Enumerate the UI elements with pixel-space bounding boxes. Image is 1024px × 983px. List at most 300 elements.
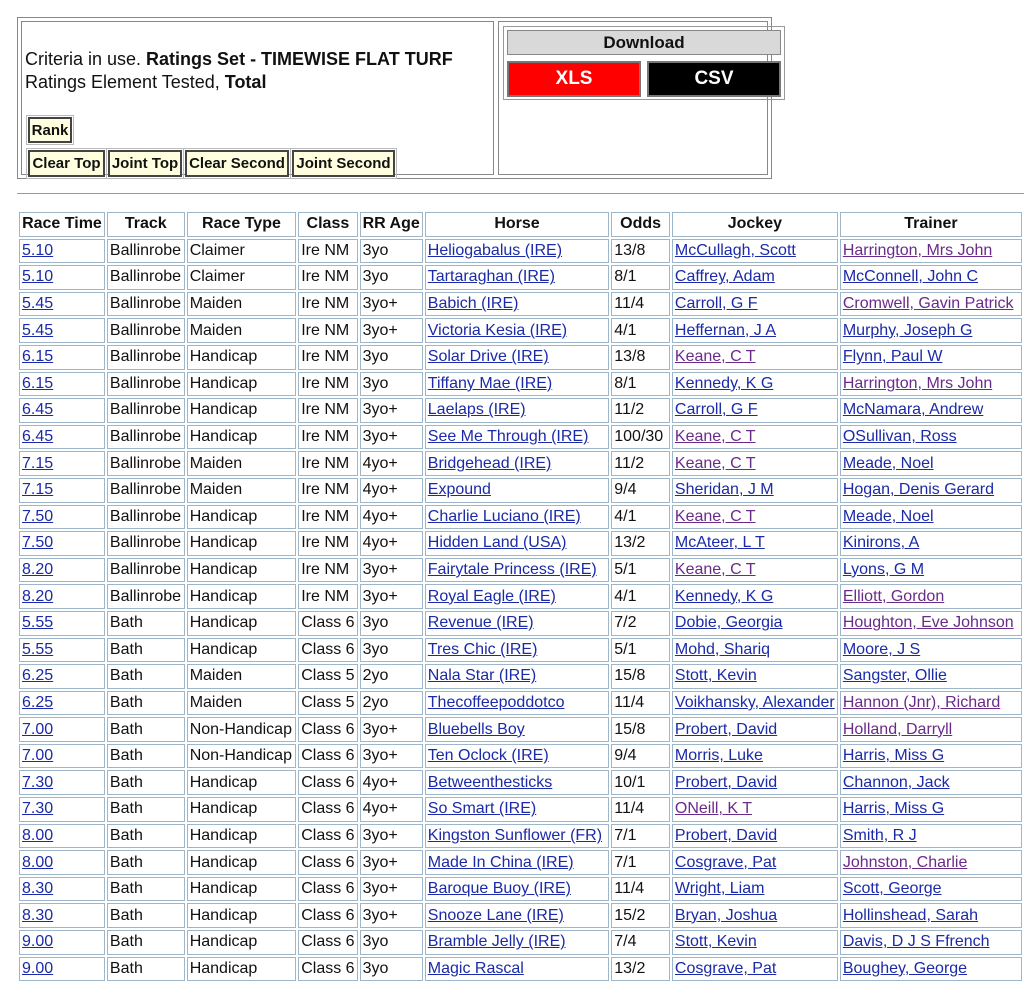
ratings-set-label: Ratings Set - TIMEWISE FLAT TURF <box>146 49 453 69</box>
class-cell: Class 6 <box>298 797 357 822</box>
horse-link[interactable]: Fairytale Princess (IRE) <box>427 561 597 579</box>
track-cell: Bath <box>107 770 185 795</box>
jockey-link[interactable]: Stott, Kevin <box>674 933 757 951</box>
trainer-link[interactable]: McConnell, John C <box>842 268 979 286</box>
class-cell: Ire NM <box>298 345 357 370</box>
race-type-cell: Handicap <box>187 638 297 663</box>
horse-cell <box>425 903 609 928</box>
jockey-cell <box>672 717 838 742</box>
age-cell: 3yo+ <box>360 425 423 450</box>
jockey-link[interactable]: Carroll, G F <box>674 401 758 419</box>
table-row <box>19 239 1022 264</box>
race-time-cell <box>19 478 105 503</box>
class-cell: Class 6 <box>298 930 357 955</box>
horse-cell <box>425 292 609 317</box>
trainer-link[interactable]: McNamara, Andrew <box>842 401 984 419</box>
horse-link[interactable]: Expound <box>427 481 491 499</box>
trainer-link[interactable]: Meade, Noel <box>842 507 934 525</box>
download-panel <box>503 26 785 100</box>
horse-link[interactable]: So Smart (IRE) <box>427 800 537 818</box>
class-cell: Class 6 <box>298 957 357 982</box>
table-row <box>19 372 1022 397</box>
criteria-info <box>21 21 494 175</box>
horse-link[interactable]: Baroque Buoy (IRE) <box>427 880 571 898</box>
track-cell: Ballinrobe <box>107 531 185 556</box>
jockey-link[interactable]: Heffernan, J A <box>674 321 777 339</box>
joint-top-button[interactable]: Joint Top <box>108 150 182 177</box>
age-cell: 3yo <box>360 638 423 663</box>
odds-cell: 13/2 <box>611 957 670 982</box>
table-row <box>19 744 1022 769</box>
header-rr-age: RR Age <box>360 212 423 237</box>
age-cell: 2yo <box>360 664 423 689</box>
race-time-link[interactable]: 5.10 <box>22 268 54 286</box>
jockey-link[interactable]: McAteer, L T <box>674 534 765 552</box>
race-type-cell: Handicap <box>187 957 297 982</box>
race-time-link[interactable]: 8.20 <box>22 587 54 605</box>
trainer-link[interactable]: Harris, Miss G <box>842 747 945 765</box>
track-cell: Bath <box>107 824 185 849</box>
race-time-cell <box>19 292 105 317</box>
odds-cell: 11/4 <box>611 877 670 902</box>
horse-link[interactable]: Babich (IRE) <box>427 295 519 313</box>
horse-link[interactable]: Laelaps (IRE) <box>427 401 526 419</box>
jockey-cell <box>672 877 838 902</box>
age-cell: 4yo+ <box>360 797 423 822</box>
track-cell: Ballinrobe <box>107 398 185 423</box>
race-type-cell: Handicap <box>187 850 297 875</box>
table-row <box>19 292 1022 317</box>
odds-cell: 13/2 <box>611 531 670 556</box>
download-title: Download <box>507 30 781 55</box>
header-race-type: Race Type <box>187 212 297 237</box>
horse-link[interactable]: Bramble Jelly (IRE) <box>427 933 566 951</box>
age-cell: 4yo+ <box>360 531 423 556</box>
race-type-cell: Claimer <box>187 239 297 264</box>
jockey-link[interactable]: Sheridan, J M <box>674 481 774 499</box>
trainer-link[interactable]: Flynn, Paul W <box>842 348 943 366</box>
race-time-cell <box>19 717 105 742</box>
trainer-cell <box>840 850 1022 875</box>
trainer-cell <box>840 398 1022 423</box>
race-time-link[interactable]: 6.25 <box>22 667 54 685</box>
jockey-link[interactable]: Keane, C T <box>674 561 756 579</box>
trainer-link[interactable]: Houghton, Eve Johnson <box>842 614 1014 632</box>
trainer-cell <box>840 451 1022 476</box>
horse-cell <box>425 717 609 742</box>
horse-cell <box>425 398 609 423</box>
jockey-cell <box>672 744 838 769</box>
horse-cell <box>425 877 609 902</box>
race-time-cell <box>19 318 105 343</box>
clear-second-button[interactable]: Clear Second <box>185 150 289 177</box>
race-time-cell <box>19 664 105 689</box>
race-time-link[interactable]: 7.00 <box>22 747 54 765</box>
race-time-link[interactable]: 5.55 <box>22 614 54 632</box>
jockey-link[interactable]: McCullagh, Scott <box>674 241 796 259</box>
age-cell: 4yo+ <box>360 505 423 530</box>
race-time-cell <box>19 930 105 955</box>
jockey-cell <box>672 398 838 423</box>
trainer-cell <box>840 957 1022 982</box>
horse-link[interactable]: Ten Oclock (IRE) <box>427 747 549 765</box>
horse-cell <box>425 770 609 795</box>
trainer-cell <box>840 425 1022 450</box>
race-time-cell <box>19 451 105 476</box>
class-cell: Class 6 <box>298 903 357 928</box>
odds-cell: 13/8 <box>611 345 670 370</box>
trainer-link[interactable]: Lyons, G M <box>842 561 925 579</box>
race-time-link[interactable]: 7.00 <box>22 720 54 738</box>
race-time-cell <box>19 611 105 636</box>
jockey-link[interactable]: Keane, C T <box>674 454 756 472</box>
race-time-link[interactable]: 7.50 <box>22 534 54 552</box>
joint-second-button[interactable]: Joint Second <box>292 150 395 177</box>
trainer-cell <box>840 239 1022 264</box>
jockey-link[interactable]: Keane, C T <box>674 507 756 525</box>
horse-link[interactable]: Tartaraghan (IRE) <box>427 268 555 286</box>
age-cell: 3yo+ <box>360 717 423 742</box>
race-time-link[interactable]: 7.15 <box>22 481 54 499</box>
horse-link[interactable]: Charlie Luciano (IRE) <box>427 507 581 525</box>
criteria-text <box>25 48 453 94</box>
table-row <box>19 398 1022 423</box>
class-cell: Ire NM <box>298 478 357 503</box>
odds-cell: 5/1 <box>611 638 670 663</box>
jockey-link[interactable]: Morris, Luke <box>674 747 763 765</box>
jockey-cell <box>672 638 838 663</box>
race-type-cell: Maiden <box>187 664 297 689</box>
race-time-link[interactable]: 6.15 <box>22 348 54 366</box>
trainer-cell <box>840 318 1022 343</box>
trainer-cell <box>840 903 1022 928</box>
horse-link[interactable]: Betweenthesticks <box>427 773 553 791</box>
jockey-cell <box>672 824 838 849</box>
horse-link[interactable]: Revenue (IRE) <box>427 614 534 632</box>
race-type-cell: Handicap <box>187 770 297 795</box>
header-odds: Odds <box>611 212 670 237</box>
header-track: Track <box>107 212 185 237</box>
xls-download-button[interactable]: XLS <box>507 61 641 97</box>
race-time-cell <box>19 239 105 264</box>
horse-cell <box>425 797 609 822</box>
race-time-link[interactable]: 7.50 <box>22 507 54 525</box>
table-row <box>19 850 1022 875</box>
jockey-link[interactable]: Kennedy, K G <box>674 374 774 392</box>
table-row <box>19 664 1022 689</box>
table-row <box>19 770 1022 795</box>
race-type-cell: Handicap <box>187 877 297 902</box>
table-row <box>19 584 1022 609</box>
jockey-link[interactable]: Dobie, Georgia <box>674 614 783 632</box>
jockey-link[interactable]: Voikhansky, Alexander <box>674 693 835 711</box>
jockey-link[interactable]: Bryan, Joshua <box>674 906 778 924</box>
race-time-cell <box>19 877 105 902</box>
age-cell: 3yo+ <box>360 903 423 928</box>
trainer-cell <box>840 345 1022 370</box>
trainer-link[interactable]: Hannon (Jnr), Richard <box>842 693 1001 711</box>
age-cell: 3yo+ <box>360 398 423 423</box>
race-type-cell: Non-Handicap <box>187 744 297 769</box>
jockey-cell <box>672 292 838 317</box>
horse-link[interactable]: Bridgehead (IRE) <box>427 454 552 472</box>
race-time-link[interactable]: 8.30 <box>22 880 54 898</box>
age-cell: 4yo+ <box>360 478 423 503</box>
horse-link[interactable]: Kingston Sunflower (FR) <box>427 826 603 844</box>
track-cell: Bath <box>107 691 185 716</box>
horse-link[interactable]: Royal Eagle (IRE) <box>427 587 556 605</box>
track-cell: Ballinrobe <box>107 345 185 370</box>
table-row <box>19 451 1022 476</box>
track-cell: Bath <box>107 930 185 955</box>
horse-cell <box>425 505 609 530</box>
trainer-cell <box>840 265 1022 290</box>
jockey-cell <box>672 425 838 450</box>
race-type-cell: Handicap <box>187 372 297 397</box>
jockey-link[interactable]: Kennedy, K G <box>674 587 774 605</box>
race-time-link[interactable]: 9.00 <box>22 959 54 977</box>
race-time-cell <box>19 558 105 583</box>
race-time-cell <box>19 398 105 423</box>
odds-cell: 11/4 <box>611 797 670 822</box>
track-cell: Ballinrobe <box>107 372 185 397</box>
ratings-element-prefix: Ratings Element Tested, <box>25 72 225 92</box>
age-cell: 3yo <box>360 372 423 397</box>
rank-button[interactable]: Rank <box>28 117 72 143</box>
trainer-link[interactable]: Holland, Darryll <box>842 720 953 738</box>
trainer-cell <box>840 292 1022 317</box>
jockey-link[interactable]: ONeill, K T <box>674 800 752 818</box>
jockey-link[interactable]: Carroll, G F <box>674 295 758 313</box>
jockey-cell <box>672 505 838 530</box>
horse-cell <box>425 425 609 450</box>
horse-cell <box>425 611 609 636</box>
class-cell: Class 6 <box>298 770 357 795</box>
track-cell: Ballinrobe <box>107 584 185 609</box>
trainer-link[interactable]: Cromwell, Gavin Patrick <box>842 295 1014 313</box>
race-type-cell: Handicap <box>187 797 297 822</box>
age-cell: 4yo+ <box>360 451 423 476</box>
age-cell: 3yo <box>360 345 423 370</box>
race-time-link[interactable]: 8.00 <box>22 826 54 844</box>
horse-link[interactable]: Snooze Lane (IRE) <box>427 906 564 924</box>
race-type-cell: Maiden <box>187 451 297 476</box>
track-cell: Bath <box>107 903 185 928</box>
header-race-time: Race Time <box>19 212 105 237</box>
race-type-cell: Handicap <box>187 425 297 450</box>
jockey-cell <box>672 239 838 264</box>
race-time-link[interactable]: 8.30 <box>22 906 54 924</box>
class-cell: Class 6 <box>298 824 357 849</box>
race-time-link[interactable]: 7.15 <box>22 454 54 472</box>
race-time-cell <box>19 425 105 450</box>
race-time-link[interactable]: 5.45 <box>22 295 54 313</box>
race-time-cell <box>19 903 105 928</box>
class-cell: Class 6 <box>298 611 357 636</box>
race-type-cell: Handicap <box>187 584 297 609</box>
odds-cell: 11/2 <box>611 398 670 423</box>
trainer-link[interactable]: Scott, George <box>842 880 942 898</box>
horse-link[interactable]: Victoria Kesia (IRE) <box>427 321 568 339</box>
class-cell: Class 6 <box>298 877 357 902</box>
jockey-link[interactable]: Cosgrave, Pat <box>674 959 777 977</box>
jockey-cell <box>672 611 838 636</box>
horse-cell <box>425 451 609 476</box>
race-type-cell: Handicap <box>187 345 297 370</box>
horse-link[interactable]: Thecoffeepoddotco <box>427 693 565 711</box>
trainer-link[interactable]: Sangster, Ollie <box>842 667 947 685</box>
table-row <box>19 345 1022 370</box>
track-cell: Ballinrobe <box>107 558 185 583</box>
odds-cell: 100/30 <box>611 425 670 450</box>
trainer-link[interactable]: Kinirons, A <box>842 534 920 552</box>
horse-link[interactable]: Solar Drive (IRE) <box>427 348 549 366</box>
table-row <box>19 478 1022 503</box>
track-cell: Bath <box>107 744 185 769</box>
trainer-cell <box>840 372 1022 397</box>
trainer-link[interactable]: OSullivan, Ross <box>842 428 957 446</box>
age-cell: 4yo+ <box>360 770 423 795</box>
jockey-cell <box>672 265 838 290</box>
table-row <box>19 318 1022 343</box>
race-time-link[interactable]: 7.30 <box>22 773 54 791</box>
horse-link[interactable]: Tres Chic (IRE) <box>427 640 538 658</box>
odds-cell: 15/2 <box>611 903 670 928</box>
trainer-cell <box>840 691 1022 716</box>
horse-link[interactable]: Hidden Land (USA) <box>427 534 567 552</box>
csv-download-button[interactable]: CSV <box>647 61 781 97</box>
jockey-link[interactable]: Probert, David <box>674 720 778 738</box>
jockey-cell <box>672 850 838 875</box>
horse-cell <box>425 478 609 503</box>
race-type-cell: Handicap <box>187 903 297 928</box>
trainer-link[interactable]: Hollinshead, Sarah <box>842 906 979 924</box>
race-time-link[interactable]: 8.00 <box>22 853 54 871</box>
class-cell: Ire NM <box>298 584 357 609</box>
race-time-link[interactable]: 6.45 <box>22 401 54 419</box>
horse-cell <box>425 372 609 397</box>
jockey-link[interactable]: Caffrey, Adam <box>674 268 775 286</box>
race-time-cell <box>19 372 105 397</box>
trainer-link[interactable]: Harris, Miss G <box>842 800 945 818</box>
trainer-link[interactable]: Elliott, Gordon <box>842 587 945 605</box>
horse-link[interactable]: Heliogabalus (IRE) <box>427 241 563 259</box>
header-horse: Horse <box>425 212 609 237</box>
age-cell: 3yo <box>360 930 423 955</box>
odds-cell: 7/2 <box>611 611 670 636</box>
jockey-link[interactable]: Keane, C T <box>674 428 756 446</box>
trainer-link[interactable]: Murphy, Joseph G <box>842 321 973 339</box>
race-time-link[interactable]: 5.45 <box>22 321 54 339</box>
class-cell: Class 6 <box>298 717 357 742</box>
download-area <box>498 21 768 175</box>
table-row <box>19 531 1022 556</box>
trainer-link[interactable]: Harrington, Mrs John <box>842 241 993 259</box>
age-cell: 3yo <box>360 957 423 982</box>
race-time-link[interactable]: 5.10 <box>22 241 54 259</box>
horse-link[interactable]: Magic Rascal <box>427 959 524 977</box>
horse-link[interactable]: Bluebells Boy <box>427 720 525 738</box>
race-time-cell <box>19 265 105 290</box>
table-row <box>19 903 1022 928</box>
trainer-link[interactable]: Hogan, Denis Gerard <box>842 481 995 499</box>
jockey-link[interactable]: Wright, Liam <box>674 880 765 898</box>
race-type-cell: Maiden <box>187 691 297 716</box>
horse-cell <box>425 531 609 556</box>
class-cell: Ire NM <box>298 372 357 397</box>
trainer-cell <box>840 717 1022 742</box>
horse-cell <box>425 957 609 982</box>
race-time-link[interactable]: 9.00 <box>22 933 54 951</box>
trainer-link[interactable]: Johnston, Charlie <box>842 853 968 871</box>
race-time-link[interactable]: 6.15 <box>22 374 54 392</box>
race-type-cell: Non-Handicap <box>187 717 297 742</box>
race-time-link[interactable]: 6.25 <box>22 693 54 711</box>
criteria-panel <box>17 17 772 179</box>
race-time-link[interactable]: 7.30 <box>22 800 54 818</box>
race-time-link[interactable]: 6.45 <box>22 428 54 446</box>
jockey-link[interactable]: Keane, C T <box>674 348 756 366</box>
table-row <box>19 638 1022 663</box>
race-time-link[interactable]: 5.55 <box>22 640 54 658</box>
track-cell: Ballinrobe <box>107 239 185 264</box>
jockey-link[interactable]: Mohd, Shariq <box>674 640 771 658</box>
jockey-cell <box>672 558 838 583</box>
criteria-prefix: Criteria in use. <box>25 49 147 69</box>
jockey-link[interactable]: Probert, David <box>674 773 778 791</box>
class-cell: Class 6 <box>298 850 357 875</box>
odds-cell: 5/1 <box>611 558 670 583</box>
track-cell: Ballinrobe <box>107 451 185 476</box>
race-time-cell <box>19 957 105 982</box>
horse-link[interactable]: Made In China (IRE) <box>427 853 574 871</box>
table-row <box>19 930 1022 955</box>
class-cell: Ire NM <box>298 292 357 317</box>
class-cell: Class 5 <box>298 691 357 716</box>
odds-cell: 10/1 <box>611 770 670 795</box>
odds-cell: 11/4 <box>611 691 670 716</box>
race-time-cell <box>19 797 105 822</box>
table-row <box>19 265 1022 290</box>
jockey-link[interactable]: Stott, Kevin <box>674 667 757 685</box>
race-time-link[interactable]: 8.20 <box>22 561 54 579</box>
jockey-link[interactable]: Cosgrave, Pat <box>674 853 777 871</box>
jockey-link[interactable]: Probert, David <box>674 826 778 844</box>
table-row <box>19 717 1022 742</box>
horse-link[interactable]: Tiffany Mae (IRE) <box>427 374 553 392</box>
trainer-link[interactable]: Smith, R J <box>842 826 917 844</box>
trainer-link[interactable]: Harrington, Mrs John <box>842 374 993 392</box>
horse-link[interactable]: Nala Star (IRE) <box>427 667 537 685</box>
race-time-cell <box>19 770 105 795</box>
race-type-cell: Handicap <box>187 611 297 636</box>
horse-link[interactable]: See Me Through (IRE) <box>427 428 589 446</box>
trainer-link[interactable]: Davis, D J S Ffrench <box>842 933 990 951</box>
trainer-link[interactable]: Channon, Jack <box>842 773 950 791</box>
age-cell: 3yo <box>360 611 423 636</box>
table-row <box>19 558 1022 583</box>
trainer-link[interactable]: Meade, Noel <box>842 454 934 472</box>
horse-cell <box>425 824 609 849</box>
divider <box>17 193 1024 194</box>
race-type-cell: Handicap <box>187 824 297 849</box>
race-type-cell: Handicap <box>187 505 297 530</box>
horse-cell <box>425 239 609 264</box>
trainer-link[interactable]: Moore, J S <box>842 640 921 658</box>
trainer-link[interactable]: Boughey, George <box>842 959 968 977</box>
odds-cell: 11/4 <box>611 292 670 317</box>
clear-top-button[interactable]: Clear Top <box>28 150 105 177</box>
